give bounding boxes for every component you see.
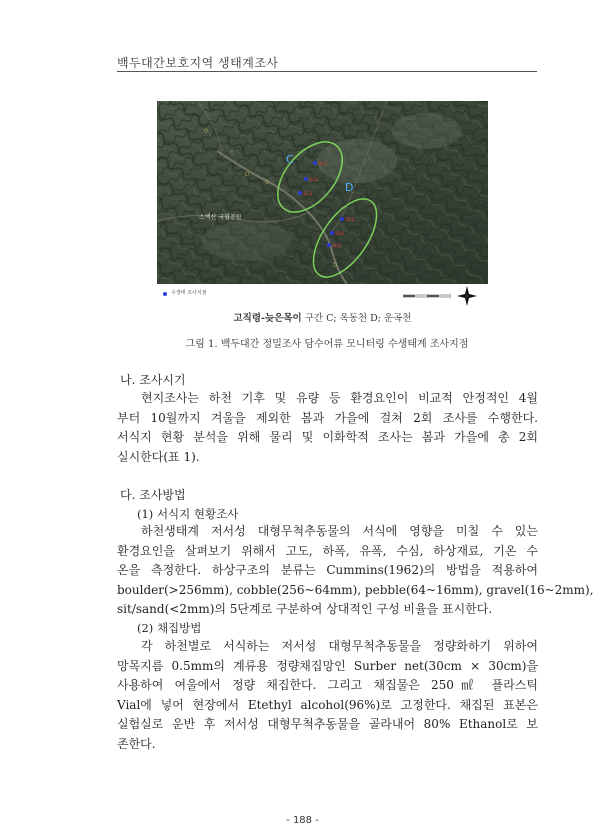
place-label: 소백산 국립공원 bbox=[199, 214, 242, 221]
text-line: 온을 측정한다. 하상구조의 분류는 Cummins(1962)의 방법을 적용하여 bbox=[117, 563, 538, 577]
map-caption bbox=[157, 310, 488, 324]
site-label: SD2 bbox=[335, 232, 345, 237]
text-line: 각 하천별로 서식하는 저서성 대형무척추동물을 정량화하기 위하여 bbox=[141, 639, 538, 653]
map-caption-rest: 구간 C; 옥동천 D; 운곡천 bbox=[301, 313, 412, 324]
text-line: 실시한다(표 1). bbox=[117, 449, 200, 464]
site-label: SC2 bbox=[309, 178, 318, 183]
text-line: 망목지름 0.5mm의 계류용 정량채집망인 Surber net(30cm × 30cm)을 bbox=[117, 658, 538, 673]
site-marker bbox=[330, 231, 334, 235]
svg-text:○: ○ bbox=[204, 128, 209, 134]
site-marker bbox=[327, 243, 331, 247]
text-line: 현지조사는 하천 기후 및 유량 등 환경요인이 비교적 안정적인 4월 bbox=[141, 391, 538, 405]
figure-caption: 그림 1. 백두대간 정밀조사 담수어류 모니터링 수생태계 조사지점 bbox=[185, 339, 469, 350]
satellite-map bbox=[157, 101, 488, 284]
paragraph-habitat bbox=[117, 522, 594, 620]
site-marker bbox=[304, 177, 308, 181]
text-line: sit/sand(<2mm)의 5단계로 구분하여 상대적인 구성 비율을 표시한다. bbox=[117, 602, 493, 616]
map-caption-bold: 고직령-늦은목이 bbox=[233, 313, 302, 324]
header-rule bbox=[117, 71, 537, 72]
text-line: 실험실로 운반 후 저서성 대형무척추동물을 골라내어 80% Ethanol로 보 bbox=[117, 717, 538, 731]
zone-label-c: C bbox=[286, 153, 294, 166]
subsection-title-habitat: (1) 서식지 현황조사 bbox=[137, 507, 239, 521]
subsection-title-collection: (2) 채집방법 bbox=[137, 621, 202, 635]
site-marker bbox=[340, 217, 344, 221]
svg-text:○: ○ bbox=[333, 262, 338, 268]
site-marker bbox=[313, 161, 317, 165]
site-label: SD3 bbox=[332, 244, 342, 249]
text-line: 하천생태계 저서성 대형무척추동물의 서식에 영향을 미칠 수 있는 bbox=[141, 524, 538, 538]
page-number: - 188 - bbox=[286, 815, 319, 826]
running-header: 백두대간보호지역 생태계조사 bbox=[117, 56, 279, 70]
svg-text:○: ○ bbox=[265, 179, 270, 185]
site-dot-icon bbox=[163, 292, 167, 296]
scale-bar-icon bbox=[403, 293, 451, 299]
text-line: 서식지 현황 분석을 위해 물리 및 이화학적 조사는 봄과 가을에 총 2회 bbox=[117, 430, 538, 444]
text-line: 존한다. bbox=[117, 736, 156, 751]
text-line: 사용하여 여울에서 정량 채집한다. 그리고 채집물은 250㎖ 플라스틱 bbox=[117, 678, 538, 692]
section-title-na: 나. 조사시기 bbox=[120, 373, 186, 387]
site-label: SD1 bbox=[345, 218, 355, 223]
text-line: boulder(>256mm), cobble(256~64mm), pebble(64~16mm), gravel(16~2mm), bbox=[117, 582, 594, 597]
svg-text:○: ○ bbox=[245, 171, 250, 177]
map-legend bbox=[157, 286, 488, 310]
text-line: 환경요인을 살펴보기 위해서 고도, 하폭, 유폭, 수심, 하상재료, 기온 수 bbox=[117, 543, 538, 558]
compass-icon bbox=[457, 286, 477, 306]
site-marker bbox=[298, 191, 302, 195]
site-label: SC3 bbox=[303, 192, 312, 197]
legend-label: 수생태 조사지점 bbox=[171, 290, 207, 296]
text-line: 부터 10월까지 겨울을 제외한 봄과 가을에 걸쳐 2회 조사를 수행한다. bbox=[117, 410, 538, 425]
paragraph-schedule bbox=[117, 389, 538, 467]
paragraph-collection bbox=[117, 637, 538, 754]
site-label: SC1 bbox=[318, 162, 327, 167]
section-title-da: 다. 조사방법 bbox=[120, 488, 186, 502]
text-line: Vial에 넣어 현장에서 Etethyl alcohol(96%)로 고정한다. 채집된 표본은 bbox=[117, 697, 538, 712]
zone-label-d: D bbox=[345, 181, 354, 194]
svg-text:○: ○ bbox=[230, 150, 235, 156]
